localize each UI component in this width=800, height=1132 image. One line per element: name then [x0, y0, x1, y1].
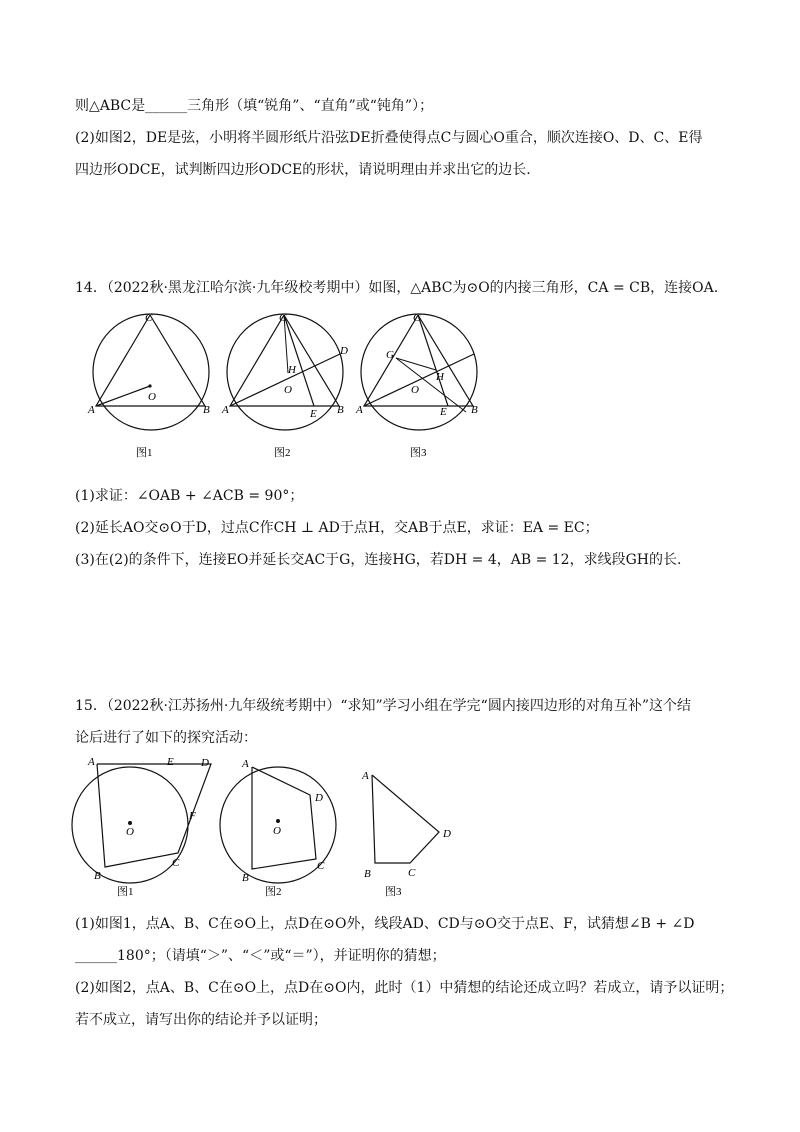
- label-d: D: [443, 828, 451, 840]
- text-line: 则△ABC是______三角形（填“锐角”、“直角”或“钝角”）；: [75, 98, 434, 114]
- q14-figure-3: [356, 310, 486, 460]
- label-d: D: [201, 757, 209, 769]
- label-b: B: [94, 870, 101, 882]
- label-a: A: [88, 756, 95, 768]
- label-b: B: [471, 404, 478, 416]
- label-a: A: [362, 770, 369, 782]
- label-h: H: [288, 364, 296, 376]
- caption-fig3: 图3: [410, 447, 427, 459]
- label-b: B: [242, 872, 249, 884]
- label-e: E: [167, 756, 174, 768]
- question-14-part-1: (1)求证：∠OAB + ∠ACB = 90°；: [75, 488, 304, 504]
- label-e: E: [310, 408, 317, 420]
- label-h: H: [436, 371, 444, 383]
- label-b: B: [364, 868, 371, 880]
- question-15-part-1: (1)如图1，点A、B、C在⊙O上，点D在⊙O外，线段AD、CD与⊙O交于点E、F，试猜想∠B + ∠D: [75, 916, 695, 932]
- text-line: 四边形ODCE，试判断四边形ODCE的形状，请说明理由并求出它的边长.: [75, 162, 531, 178]
- question-14-stem: 14．（2022秋·黑龙江哈尔滨·九年级校考期中）如图，△ABC为⊙O的内接三角形，CA = CB，连接OA.: [75, 280, 719, 296]
- q14-figure-1: [88, 310, 218, 460]
- label-c: C: [172, 857, 180, 869]
- question-15-stem: 15．（2022秋·江苏扬州·九年级统考期中）“求知”学习小组在学完“圆内接四边形的对角互补”这个结: [75, 698, 691, 714]
- caption-fig2: 图2: [265, 886, 282, 898]
- label-a: A: [242, 758, 249, 770]
- label-a: A: [356, 404, 363, 416]
- label-b: B: [337, 404, 344, 416]
- question-15-part-2: (2)如图2，点A、B、C在⊙O上，点D在⊙O内，此时（1）中猜想的结论还成立吗？若成立，请予以证明；: [75, 980, 734, 996]
- question-14-part-3: (3)在(2)的条件下，连接EO并延长交AC于G，连接HG，若DH = 4，AB = 12，求线段GH的长.: [75, 552, 682, 568]
- label-o: O: [126, 826, 134, 838]
- label-e: E: [440, 406, 447, 418]
- label-a: A: [88, 404, 95, 416]
- label-d: D: [340, 345, 348, 357]
- label-c: C: [408, 867, 416, 879]
- label-c: C: [145, 312, 153, 324]
- label-o: O: [284, 384, 292, 396]
- label-c: C: [317, 860, 325, 872]
- q15-figure-3: [355, 755, 470, 905]
- label-a: A: [222, 404, 229, 416]
- text-line: (2)如图2，DE是弦，小明将半圆形纸片沿弦DE折叠使得点C与圆心O重合，顺次连接O、D、C、E得: [75, 130, 703, 146]
- question-14-part-2: (2)延长AO交⊙O于D，过点C作CH ⊥ AD于点H，交AB于点E，求证：EA = EC；: [75, 520, 599, 536]
- label-b: B: [203, 404, 210, 416]
- label-g: G: [386, 349, 394, 361]
- q14-figure-2: [222, 310, 352, 460]
- caption-fig1: 图1: [136, 447, 153, 459]
- label-o: O: [148, 391, 156, 403]
- q15-figure-2: [220, 755, 350, 905]
- question-15-part-2-cont: 若不成立，请写出你的结论并予以证明；: [75, 1012, 327, 1028]
- q15-figure-1: [72, 755, 217, 905]
- question-15-part-1-cont: ______180°；（请填“＞”、“＜”或“＝”），并证明你的猜想；: [75, 948, 446, 964]
- caption-fig2: 图2: [274, 447, 291, 459]
- caption-fig3: 图3: [385, 886, 402, 898]
- question-15-stem-cont: 论后进行了如下的探究活动：: [75, 730, 257, 746]
- caption-fig1: 图1: [117, 886, 134, 898]
- label-o: O: [273, 825, 281, 837]
- label-d: D: [315, 792, 323, 804]
- label-o: O: [411, 384, 419, 396]
- label-c: C: [413, 312, 421, 324]
- label-f: F: [189, 810, 196, 822]
- label-c: C: [279, 312, 287, 324]
